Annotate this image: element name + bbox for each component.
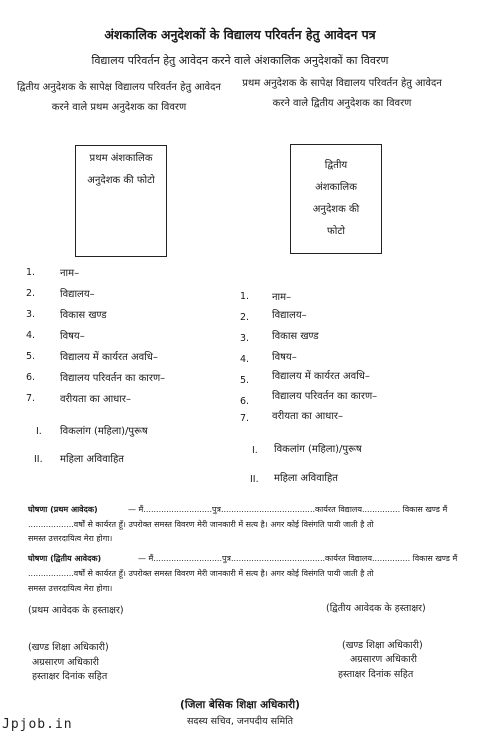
left-pref-num: I.: [36, 426, 42, 437]
right-field-num: 1.: [240, 291, 250, 302]
left-pref-unmarried: महिला अविवाहित: [60, 454, 124, 465]
left-officer-line2: अग्रसारण अधिकारी: [32, 657, 99, 668]
form-subtitle: विद्यालय परिवर्तन हेतु आवेदन करने वाले अंशकालिक अनुदेशकों का विवरण: [91, 54, 389, 67]
right-field-name: नाम–: [272, 292, 292, 303]
footer-subtitle: सदस्य सचिव, जनपदीय समिति: [186, 716, 294, 727]
right-field-preference-basis: वरीयता का आधार–: [272, 411, 344, 422]
right-field-school: विद्यालय–: [272, 310, 307, 321]
second-photo-label: द्वितीय अंशकालिक अनुदेशक की फोटो: [312, 160, 360, 237]
left-column-heading: द्वितीय अनुदेशक के सापेक्ष विद्यालय परिवर्तन हेतु आवेदन करने वाले प्रथम अनुदेशक का विवरण: [17, 82, 221, 113]
declaration-second-line2: ..................वर्षों से कार्यरत हूँ। उपरोक्त समस्त विवरण मेरी जानकारी में सत्य है। अगर कोई विसंगति पायी जाती है तो: [28, 569, 374, 578]
left-field-num: 7.: [26, 393, 36, 404]
form-title: अंशकालिक अनुदेशकों के विद्यालय परिवर्तन हेतु आवेदन पत्र: [104, 27, 376, 42]
second-applicant-signature: (द्वितीय आवेदक के हस्ताक्षर): [326, 603, 426, 614]
left-field-block: विकास खण्ड: [60, 310, 107, 321]
left-field-num: 4.: [26, 330, 36, 341]
left-field-reason: विद्यालय परिवर्तन का कारण–: [60, 373, 166, 384]
right-officer-line3: हस्ताक्षर दिनांक सहित: [338, 669, 414, 680]
right-pref-num: I.: [252, 445, 258, 456]
declaration-first-label: घोषणा (प्रथम आवेदक): [28, 505, 98, 514]
right-pref-disabled: विकलांग (महिला)/पुरूष: [274, 444, 362, 455]
first-applicant-photo-box: [75, 145, 167, 257]
right-field-num: 6.: [240, 396, 250, 407]
right-pref-num: II.: [250, 474, 259, 485]
left-field-preference-basis: वरीयता का आधार–: [60, 394, 132, 405]
right-pref-unmarried: महिला अविवाहित: [274, 473, 338, 484]
declaration-second-line1: — मैं...........................पुत्र.....................................कार्यरत विद्यालय............... विकास खण्ड मैं: [138, 554, 458, 563]
declaration-first-line3: समस्त उत्तरदायित्व मेरा होगा।: [28, 534, 113, 543]
right-field-num: 2.: [240, 312, 250, 323]
left-pref-disabled: विकलांग (महिला)/पुरूष: [60, 426, 148, 437]
right-column-heading: प्रथम अनुदेशक के सापेक्ष विद्यालय परिवर्तन हेतु आवेदन करने वाले द्वितीय अनुदेशक का विवरण: [242, 78, 442, 109]
right-field-num: 5.: [240, 375, 250, 386]
right-field-block: विकास खण्ड: [272, 331, 319, 342]
right-field-num: 3.: [240, 333, 250, 344]
left-field-num: 2.: [26, 288, 36, 299]
right-officer-title: (खण्ड शिक्षा अधिकारी): [342, 640, 423, 651]
left-officer-line3: हस्ताक्षर दिनांक सहित: [32, 671, 108, 682]
left-field-num: 6.: [26, 372, 36, 383]
declaration-second-label: घोषणा (द्वितीय आवेदक): [28, 554, 102, 563]
declaration-second-line3: समस्त उत्तरदायित्व मेरा होगा।: [28, 584, 113, 593]
site-watermark: Jpjob.in: [2, 717, 73, 732]
declaration-first-line1: — मैं...........................पुत्र.....................................कार्यरत विद्यालय............... विकास खण्ड मैं: [128, 505, 448, 514]
right-field-reason: विद्यालय परिवर्तन का कारण–: [272, 391, 378, 402]
left-field-name: नाम–: [60, 268, 80, 279]
first-applicant-signature: (प्रथम आवेदक के हस्ताक्षर): [28, 605, 124, 616]
left-officer-title: (खण्ड शिक्षा अधिकारी): [28, 642, 109, 653]
second-applicant-photo-box: [290, 144, 382, 254]
right-field-subject: विषय–: [272, 352, 297, 363]
left-field-num: 5.: [26, 351, 36, 362]
left-pref-num: II.: [34, 454, 43, 465]
first-photo-label: प्रथम अंशकालिक अनुदेशक की फोटो: [87, 153, 155, 186]
left-field-num: 3.: [26, 309, 36, 320]
right-field-tenure: विद्यालय में कार्यरत अवधि–: [272, 371, 370, 382]
left-field-tenure: विद्यालय में कार्यरत अवधि–: [60, 352, 158, 363]
declaration-first-line2: ..................वर्षों से कार्यरत हूँ। उपरोक्त समस्त विवरण मेरी जानकारी में सत्य है। अगर कोई विसंगति पायी जाती है तो: [28, 520, 374, 529]
left-field-school: विद्यालय–: [60, 289, 95, 300]
footer-title: (जिला बेसिक शिक्षा अधिकारी): [180, 699, 300, 711]
right-officer-line2: अग्रसारण अधिकारी: [350, 654, 417, 665]
left-field-subject: विषय–: [60, 331, 85, 342]
right-field-num: 7.: [240, 413, 250, 424]
left-field-num: 1.: [26, 267, 36, 278]
right-field-num: 4.: [240, 354, 250, 365]
